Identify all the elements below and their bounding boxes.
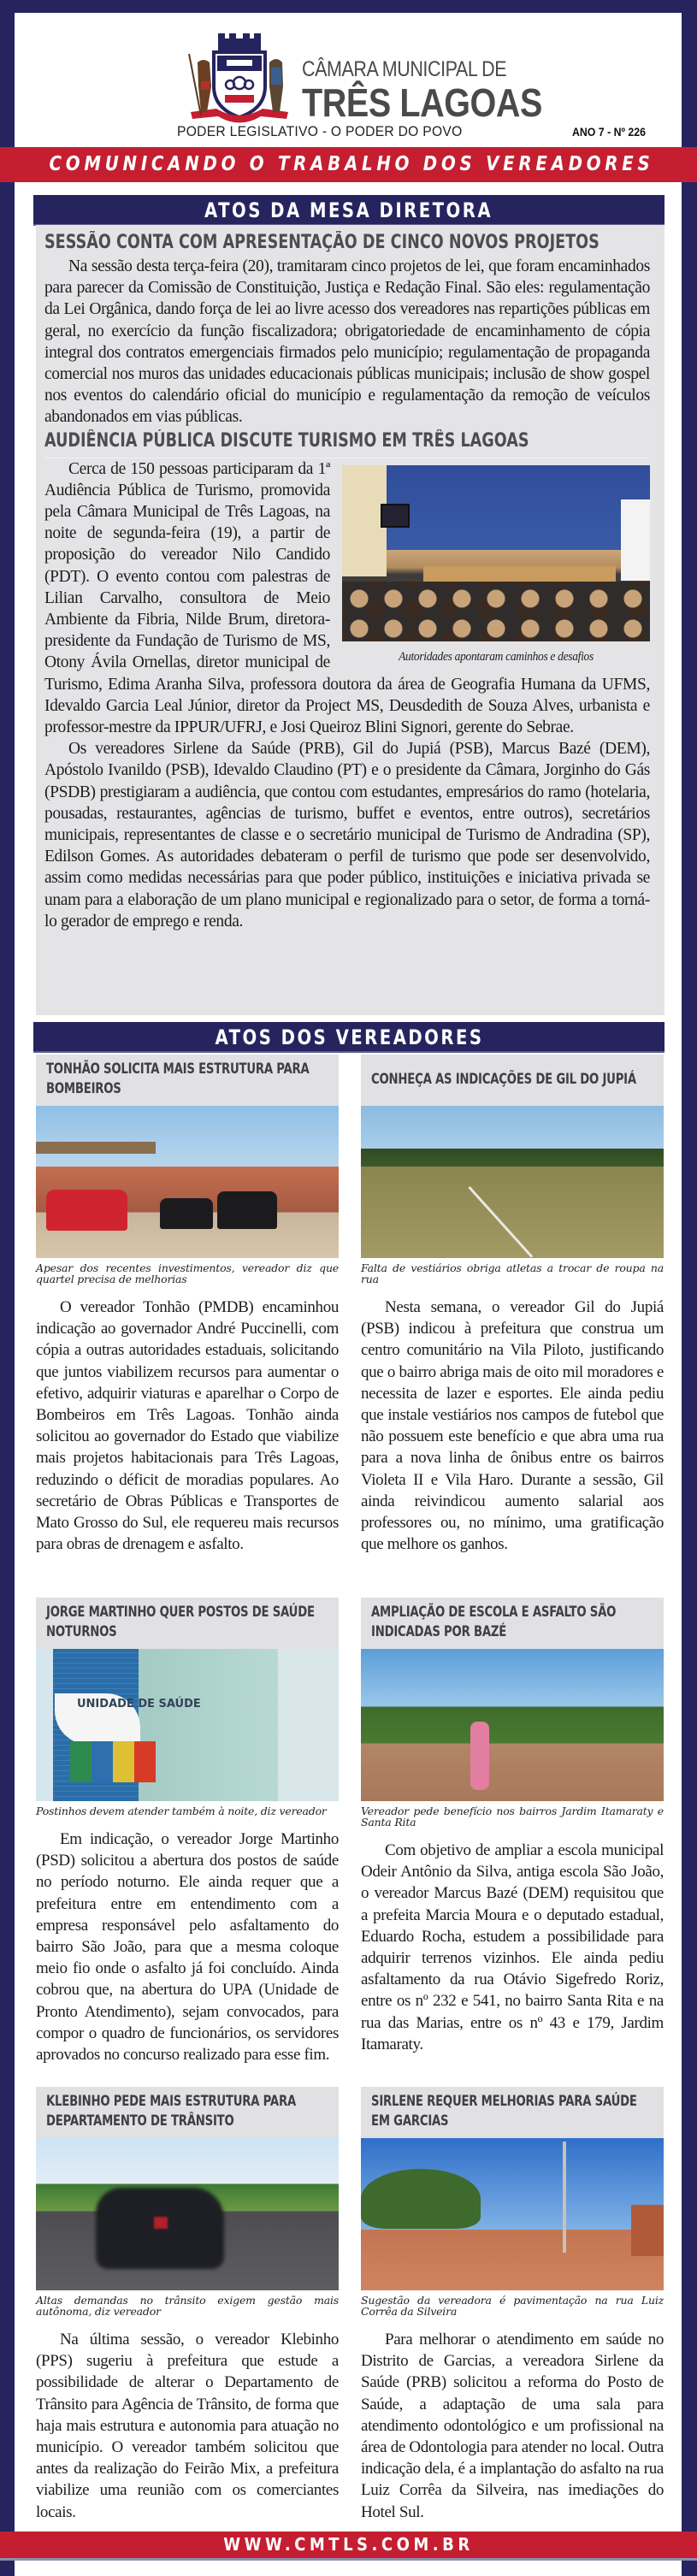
- tagline: COMUNICANDO O TRABALHO DOS VEREADORES: [49, 153, 654, 175]
- newsletter-page: [15, 13, 682, 2576]
- footer-divider: [0, 2558, 697, 2561]
- issue-number: ANO 7 - Nº 226: [572, 125, 646, 139]
- title-line1: CÂMARA MUNICIPAL DE: [302, 57, 507, 81]
- photo-caption: Postinhos devem atender também à noite, diz vereador: [36, 1805, 327, 1817]
- article-card-baze: [361, 1598, 664, 2055]
- card-body: [36, 1297, 339, 1555]
- card-body: [361, 1840, 664, 2055]
- photo-caption: Altas demandas no trânsito exigem gestão mais autônoma, diz vereador: [36, 2294, 339, 2318]
- mesa-diretora-section: [36, 225, 665, 1015]
- card-header: [36, 1598, 339, 1649]
- card-body: [361, 1297, 664, 1555]
- fire-station-photo: [36, 1106, 339, 1258]
- article-card-gil: [361, 1055, 664, 1555]
- article-body: [44, 256, 650, 428]
- soccer-field-photo: [361, 1106, 664, 1258]
- moving-car-photo: [36, 2138, 339, 2290]
- card-header: [361, 2087, 664, 2138]
- card-body: [36, 1829, 339, 2065]
- paragraph: Na última sessão, o vereador Klebinho (PPS) sugeriu à prefeitura que estude a possibilidade de alterar o Departamento de Trânsito para Agência de Trânsito, de forma que haja mais estrutura e autonomia para atuação no município. O vereador também solicitou que antes da realização do Feirão Mix, a prefeitura viabilize uma reunião com os comerciantes locais.: [36, 2331, 339, 2521]
- article-card-tonhao: [36, 1055, 339, 1555]
- paragraph: O vereador Tonhão (PMDB) encaminhou indicação ao governador André Puccinelli, com cópia a outras autoridades estaduais, solicitando que juntos viabilizem recursos para aumentar o efetivo, adquirir viaturas e aparelhar o Corpo de Bombeiros em Três Lagoas. Tonhão ainda solicitou ao governador do Estado que viabilize mais projetos habitacionais para Três Lagoas, reduzindo o déficit de moradias populares. Ao secretário de Obras Públicas e Transportes de Mato Grosso do Sul, ele requereu mais recursos para obras de drenagem e asfalto.: [36, 1298, 339, 1554]
- paragraph: Nesta semana, o vereador Gil do Jupiá (PSB) indicou à prefeitura que construa um centro comunitário na Vila Piloto, justificando que o bairro abriga mais de oito mil moradores e necessita de lazer e esportes. Ele ainda pediu que instale vestiários nos campos de futebol que não possuem este benefício e que abra uma rua para a nova linha de ônibus entre os bairros Violeta II e Vila Haro. Durante a sessão, Gil ainda reivindicou aumento salarial aos professores ou, no mínimo, uma gratificação que melhore os ganhos.: [361, 1298, 664, 1554]
- paragraph: Na sessão desta terça-feira (20), tramitaram cinco projetos de lei, que foram encaminhados para parecer da Comissão de Constituição, Justiça e Redação Final. São eles: regulamentação da Lei Orgânica, dando força de lei ao livre acesso dos vereadores nas repartições públicas em geral, no exercício da função fiscalizadora; obrigatoriedade de encaminhamento de cópia integral dos contratos emergenciais firmados pelo município; regulamentação de propaganda comercial nos muros das unidades educacionais públicas municipais; inclusão de show gospel nos eventos do calendário oficial do município e regulamentação da remoção de veículos abandonados em vias públicas.: [44, 257, 650, 427]
- card-header: [36, 2087, 339, 2138]
- photo-caption: Sugestão da vereadora é pavimentação na rua Luiz Corrêa da Silveira: [361, 2294, 664, 2318]
- article-card-jorge-martinho: [36, 1598, 339, 2065]
- article-sessao: [44, 230, 650, 428]
- article-body: [44, 458, 650, 932]
- subtitle: PODER LEGISLATIVO - O PODER DO POVO: [177, 123, 463, 139]
- paragraph: Os vereadores Sirlene da Saúde (PRB), Gil do Jupiá (PSB), Marcus Bazé (DEM), Apóstolo Ivanildo (PSB), Idevaldo Claudino (PT) e o presidente da Câmara, Jorginho do Gás (PSDB) prestigiaram a audiência, que contou com estudantes, empresários do ramo (hotelaria, pousadas, restaurantes, agências de turismo, buffet e eventos, entre outros), secretários municipais, representantes de classe e o secretário municipal de Turismo de Andradina (SP), Edilson Gomes. As autoridades debateram o perfil de turismo que pode ser desenvolvido, assim como medidas necessárias para que poder público, instituições e iniciativa privada se unam para a elaboração de um plano municipal e regionalizado para o setor, de forma a torná-lo gerador de emprego e renda.: [44, 740, 650, 931]
- card-headline: JORGE MARTINHO QUER POSTOS DE SAÚDE NOTURNOS: [46, 1604, 315, 1640]
- footer-bar: [0, 2532, 697, 2558]
- title-line2: TRÊS LAGOAS: [302, 80, 543, 125]
- photo-caption: Vereador pede benefício nos bairros Jardim Itamaraty e Santa Rita: [361, 1805, 664, 1829]
- website-link[interactable]: WWW.CMTLS.COM.BR: [223, 2534, 474, 2555]
- card-headline: SIRLENE REQUER MELHORIAS PARA SAÚDE EM GARCIAS: [371, 2093, 637, 2130]
- tagline-bar: [0, 147, 697, 182]
- section-banner-vereadores: [33, 1022, 665, 1053]
- article-headline: SESSÃO CONTA COM APRESENTAÇÃO DE CINCO NOVOS PROJETOS: [44, 232, 600, 253]
- card-body: [36, 2329, 339, 2523]
- masthead: [15, 13, 682, 175]
- paragraph: Com objetivo de ampliar a escola municipal Odeir Antônio da Silva, antiga escola São João, o vereador Marcus Bazé (DEM) requisitou que a prefeita Marcia Moura e o deputado estadual, Eduardo Rocha, estudem a possibilidade para adquirir terrenos vizinhos. Ele ainda pediu asfaltamento da rua Otávio Sigefredo Roriz, entre os nº 232 e 541, no bairro Santa Rita e na rua das Marias, entre os nº 43 e 179, Jardim Itamaraty.: [361, 1841, 664, 2053]
- photo-caption: Falta de vestiários obriga atletas a trocar de roupa na rua: [361, 1261, 664, 1285]
- photo-sign: UNIDADE DE SAÚDE: [77, 1698, 201, 1710]
- photo-figure: [342, 465, 650, 668]
- section-title: ATOS DA MESA DIRETORA: [204, 198, 493, 222]
- title-block: [302, 57, 582, 123]
- card-header: [361, 1598, 664, 1649]
- dirt-road-cyclist-photo: [361, 1649, 664, 1801]
- card-header: [36, 1055, 339, 1106]
- paragraph: Cerca de 150 pessoas participaram da 1ª Audiência Pública de Turismo, promovida pela Câmara Municipal de Três Lagoas, na noite de segunda-feira (19), a partir de proposição do vereador Nilo Candido (PDT). O evento contou com palestras de Lilian Carvalho, consultora de Meio Ambiente da Fibria, Nilde Brum, diretora-presidente da Fundação de Turismo de MS, Otony Ávila Ornellas, diretor municipal de Turismo, Edima Aranha Silva, professora doutora da área de Geografia Humana da UFMS, Idevaldo Garcia Leal Júnior, diretor da Project MS, Deusdedith de Souza Alves, urbanista e professor-mestre da IPPUR/UFRJ, e Josi Queiroz Blini Signori, gerente do Sebrae.: [44, 459, 650, 737]
- card-headline: CONHEÇA AS INDICAÇÕES DE GIL DO JUPIÁ: [371, 1071, 636, 1088]
- paragraph: Para melhorar o atendimento em saúde no Distrito de Garcias, a vereadora Sirlene da Saúde (PRB) solicitou a reforma do Posto de Saúde, a adaptação de uma sala para atendimento odontológico e um profissional na área de Odontologia para atender no local. Outra indicação dela, é a implantação do asfalto na rua Luiz Corrêa da Silveira, nas imediações do Hotel Sul.: [361, 2331, 664, 2521]
- card-header: [361, 1055, 664, 1106]
- photo-caption: Autoridades apontaram caminhos e desafios: [399, 649, 594, 664]
- article-card-klebinho: [36, 2087, 339, 2523]
- photo-caption: Apesar dos recentes investimentos, vereador diz que quartel precisa de melhorias: [36, 1261, 339, 1285]
- card-headline: TONHÃO SOLICITA MAIS ESTRUTURA PARA BOMBEIROS: [46, 1061, 310, 1097]
- paragraph: Em indicação, o vereador Jorge Martinho (PSD) solicitou a abertura dos postos de saúde no período noturno. Ele ainda requer que a prefeitura entre em entendimento com a empresa responsável pelo asfaltamento do bairro São João, para que a mesma coloque meio fio onde o asfalto já foi concluído. Ainda cobrou que, na abertura do UPA (Unidade de Pronto Atendimento), sejam convocados, para compor o quadro de funcionários, os servidores aprovados no concurso realizado para esse fim.: [36, 1830, 339, 2065]
- article-headline: AUDIÊNCIA PÚBLICA DISCUTE TURISMO EM TRÊS LAGOAS: [44, 429, 529, 452]
- coat-of-arms-icon: [175, 33, 304, 129]
- unpaved-street-photo: [361, 2138, 664, 2290]
- article-audiencia: [44, 428, 650, 932]
- section-banner-mesa-diretora: [33, 195, 665, 226]
- card-headline: AMPLIAÇÃO DE ESCOLA E ASFALTO SÃO INDICADAS POR BAZÉ: [371, 1604, 617, 1640]
- article-card-sirlene: [361, 2087, 664, 2523]
- health-unit-photo: [36, 1649, 339, 1801]
- section-title: ATOS DOS VEREADORES: [214, 1025, 484, 1049]
- card-headline: KLEBINHO PEDE MAIS ESTRUTURA PARA DEPARTAMENTO DE TRÂNSITO: [46, 2093, 296, 2130]
- auditorium-photo: [342, 465, 650, 641]
- card-body: [361, 2329, 664, 2523]
